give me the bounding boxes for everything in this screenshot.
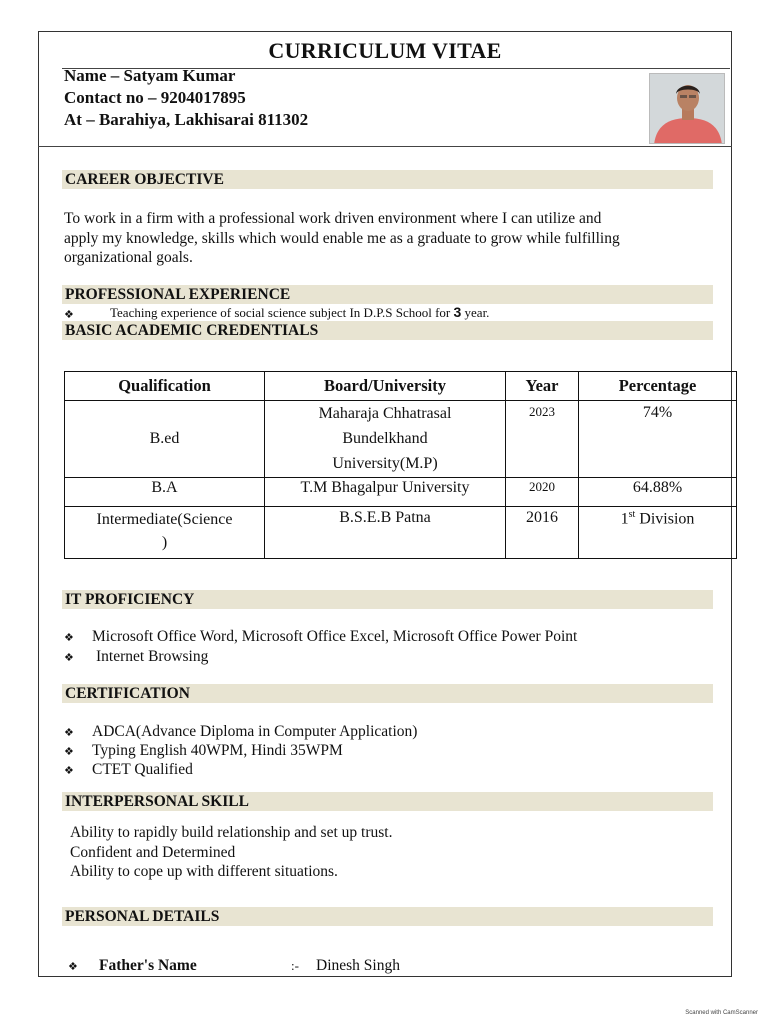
qualification-line: ): [161, 534, 168, 551]
board-cell: B.S.E.B Patna: [265, 507, 506, 559]
it-item-text: Microsoft Office Word, Microsoft Office Excel, Microsoft Office Power Point: [92, 628, 578, 645]
column-header: Board/University: [265, 372, 506, 401]
year-cell: 2020: [506, 478, 579, 507]
interpersonal-heading: INTERPERSONAL SKILL: [62, 792, 713, 811]
division-suffix: st: [628, 509, 636, 520]
interpersonal-text: [70, 823, 392, 882]
board-cell: T.M Bhagalpur University: [265, 478, 506, 507]
field-label: Father's Name: [99, 957, 197, 974]
qualification-line: Intermediate(Science: [96, 511, 233, 528]
it-item: [64, 648, 208, 666]
career-objective-line: To work in a firm with a professional work driven environment where I can utilize and: [64, 210, 602, 227]
bullet-icon: ❖: [64, 726, 74, 739]
scanner-watermark: Scanned with CamScanner: [685, 1010, 758, 1016]
interpersonal-line: Ability to rapidly build relationship and set up trust.: [70, 824, 393, 841]
year-cell: 2023: [506, 401, 579, 478]
board-line: University(M.P): [332, 455, 438, 472]
board-line: Bundelkhand: [342, 430, 428, 447]
career-objective-line: organizational goals.: [64, 249, 193, 266]
table-row: [65, 507, 737, 559]
academic-heading: BASIC ACADEMIC CREDENTIALS: [62, 321, 713, 340]
bullet-icon: ❖: [64, 651, 74, 664]
board-line: Maharaja Chhatrasal: [318, 405, 452, 422]
board-cell: [265, 401, 506, 478]
certification-text: Typing English 40WPM, Hindi 35WPM: [92, 742, 343, 759]
certification-text: ADCA(Advance Diploma in Computer Application): [92, 723, 418, 740]
it-item: [64, 628, 577, 646]
career-objective-line: apply my knowledge, skills which would enable me as a graduate to grow while fulfilling: [64, 229, 620, 247]
qualification-cell: [65, 507, 265, 559]
bullet-icon: ❖: [64, 308, 74, 321]
division-number: 1: [620, 510, 629, 528]
document-title: CURRICULUM VITAE: [268, 38, 502, 63]
personal-details-heading: PERSONAL DETAILS: [62, 907, 713, 926]
column-header: Qualification: [65, 372, 265, 401]
division-text: Division: [635, 510, 695, 528]
interpersonal-line: Confident and Determined: [70, 843, 236, 861]
field-value: Dinesh Singh: [316, 957, 400, 974]
year-cell: 2016: [506, 507, 579, 559]
bullet-icon: ❖: [64, 631, 74, 644]
field-separator: :-: [291, 958, 299, 973]
experience-text: Teaching experience of social science subject In D.P.S School for: [110, 305, 454, 320]
certification-item: [64, 761, 193, 779]
experience-suffix: year.: [461, 305, 490, 320]
professional-experience-heading: PROFESSIONAL EXPERIENCE: [62, 285, 713, 304]
column-header: Percentage: [579, 372, 737, 401]
contact-number: Contact no – 9204017895: [64, 88, 246, 107]
header-divider: [38, 146, 732, 147]
profile-photo: [649, 73, 725, 144]
it-proficiency-heading: IT PROFICIENCY: [62, 590, 713, 609]
bullet-icon: ❖: [64, 764, 74, 777]
interpersonal-line: Ability to cope up with different situations.: [70, 863, 338, 880]
table-header-row: [65, 372, 737, 401]
percentage-cell: 64.88%: [579, 478, 737, 507]
table-row: [65, 478, 737, 507]
academic-table: [64, 371, 737, 559]
qualification-cell: B.A: [65, 478, 265, 507]
career-objective-heading: CAREER OBJECTIVE: [62, 170, 713, 189]
experience-item: [64, 304, 489, 321]
experience-years: 3: [453, 304, 462, 320]
it-item-text: Internet Browsing: [96, 648, 209, 665]
percentage-cell: [579, 507, 737, 559]
certification-heading: CERTIFICATION: [62, 684, 713, 703]
certification-item: [64, 742, 343, 760]
table-row: [65, 401, 737, 478]
personal-field: [68, 957, 400, 975]
bullet-icon: ❖: [68, 960, 78, 973]
address: At – Barahiya, Lakhisarai 811302: [64, 110, 309, 129]
career-objective-text: [64, 209, 620, 268]
percentage-cell: 74%: [579, 401, 737, 478]
certification-text: CTET Qualified: [92, 761, 193, 778]
candidate-name: Name – Satyam Kumar: [64, 66, 236, 85]
qualification-cell: B.ed: [65, 401, 265, 478]
bullet-icon: ❖: [64, 745, 74, 758]
column-header: Year: [506, 372, 579, 401]
certification-item: [64, 723, 417, 741]
